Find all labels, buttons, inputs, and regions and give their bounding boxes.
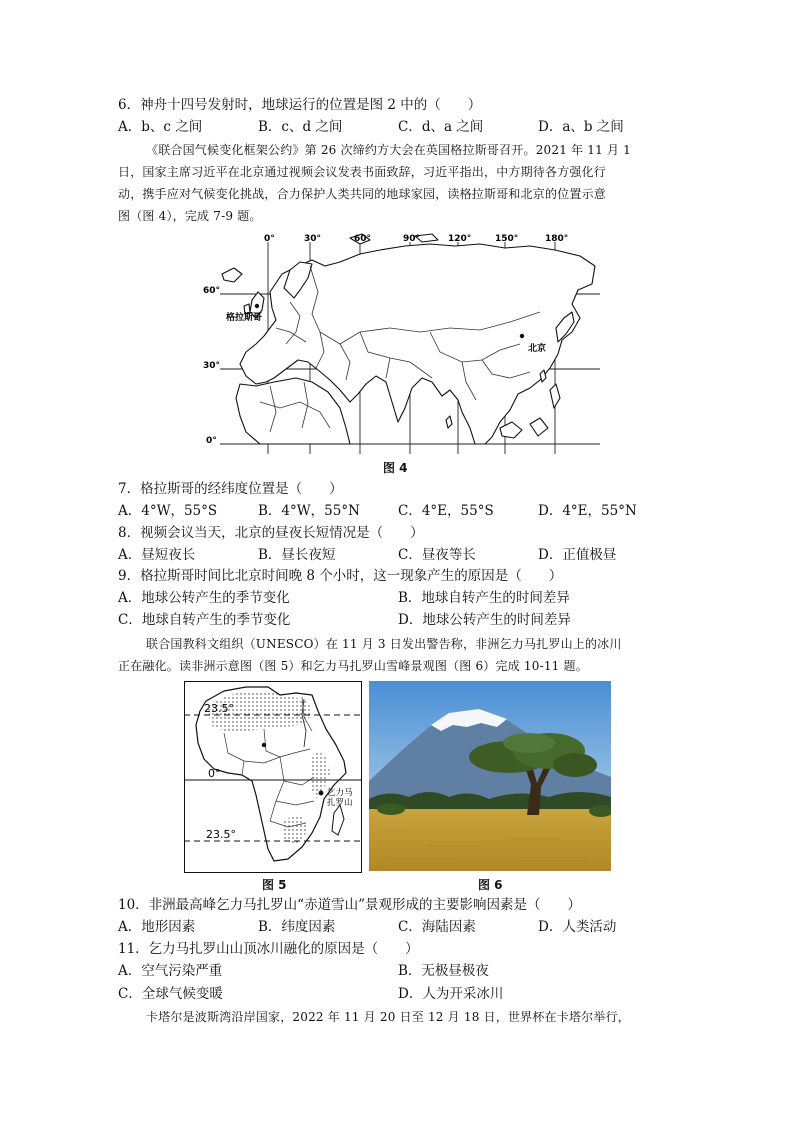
mountain-label-line2: 扎罗山 — [327, 798, 353, 808]
q8-stem: 8．视频会议当天，北京的昼夜长短情况是（ ） — [118, 525, 424, 541]
q9-option-b: B．地球自转产生的时间差异 — [398, 590, 570, 606]
q8-option-b: B．昼长夜短 — [258, 547, 336, 563]
eurasia-map — [200, 232, 600, 454]
lon-label-30: 30° — [304, 234, 322, 244]
passage1-line-4: 图（图 4），完成 7-9 题。 — [118, 209, 262, 223]
q6-option-a: A．b、c 之间 — [118, 119, 203, 135]
lon-label-0: 0° — [264, 234, 275, 244]
lon-label-180: 180° — [545, 234, 569, 244]
q9-option-a: A．地球公转产生的季节变化 — [118, 590, 290, 606]
lat-label-south: 23.5° — [206, 828, 236, 841]
lat-label-equator: 0° — [208, 767, 221, 780]
q10-stem: 10．非洲最高峰乞力马扎罗山“赤道雪山”景观形成的主要影响因素是（ ） — [118, 897, 581, 913]
q10-option-d: D．人类活动 — [538, 919, 617, 935]
q11-stem: 11．乞力马扎罗山山顶冰川融化的原因是（ ） — [118, 941, 419, 957]
q11-option-b: B．无极昼极夜 — [398, 963, 489, 979]
passage2-line-2: 正在融化。读非洲示意图（图 5）和乞力马扎罗山雪峰景观图（图 6）完成 10-11 题。 — [118, 659, 588, 673]
lon-label-90: 90° — [403, 234, 421, 244]
q10-option-b: B．纬度因素 — [258, 919, 336, 935]
kilimanjaro-photo — [369, 681, 611, 871]
q7-option-c: C．4°E，55°S — [398, 503, 494, 519]
lon-label-60: 60° — [354, 234, 372, 244]
q6-option-b: B．c、d 之间 — [258, 119, 343, 135]
q10-option-a: A．地形因素 — [118, 919, 196, 935]
lon-label-120: 120° — [448, 234, 472, 244]
q9-option-d: D．地球公转产生的时间差异 — [398, 612, 571, 628]
city-label-glasgow: 格拉斯哥 — [226, 313, 263, 323]
q6-option-c: C．d、a 之间 — [398, 119, 484, 135]
lon-label-150: 150° — [495, 234, 519, 244]
africa-map — [184, 681, 362, 873]
figure5-caption: 图 5 — [262, 878, 287, 892]
passage2-line-1: 联合国教科文组织（UNESCO）在 11 月 3 日发出警告称，非洲乞力马扎罗山上的冰川 — [146, 637, 622, 651]
city-label-beijing: 北京 — [528, 344, 547, 354]
lat-label-north: 23.5° — [204, 702, 234, 715]
q9-stem: 9．格拉斯哥时间比北京时间晚 8 个小时，这一现象产生的原因是（ ） — [118, 568, 563, 584]
passage1-line-2: 日，国家主席习近平在北京通过视频会议发表书面致辞，习近平指出，中方期待各方强化行 — [118, 165, 607, 179]
q6-stem: 6．神舟十四号发射时，地球运行的位置是图 2 中的（ ） — [118, 97, 482, 113]
lat-label-0: 0° — [206, 436, 217, 446]
q10-option-c: C．海陆因素 — [398, 919, 476, 935]
q7-option-b: B．4°W，55°N — [258, 503, 360, 519]
q11-option-c: C．全球气候变暖 — [118, 986, 223, 1002]
q8-option-a: A．昼短夜长 — [118, 547, 196, 563]
q11-option-a: A．空气污染严重 — [118, 963, 223, 979]
passage3-line-1: 卡塔尔是波斯湾沿岸国家，2022 年 11 月 20 日至 12 月 18 日，世界杯在卡塔尔举行， — [146, 1010, 630, 1024]
lat-label-60: 60° — [203, 286, 221, 296]
q8-option-c: C．昼夜等长 — [398, 547, 476, 563]
q11-option-d: D．人为开采冰川 — [398, 986, 504, 1002]
q7-option-a: A．4°W，55°S — [118, 503, 218, 519]
q9-option-c: C．地球自转产生的季节变化 — [118, 612, 291, 628]
figure6-caption: 图 6 — [478, 878, 503, 892]
passage1-line-1: 《联合国气候变化框架公约》第 26 次缔约方大会在英国格拉斯哥召开。2021 年 11 月 1 — [146, 143, 632, 157]
q7-option-d: D．4°E，55°N — [538, 503, 637, 519]
q8-option-d: D．正值极昼 — [538, 547, 617, 563]
lat-label-30: 30° — [203, 361, 221, 371]
passage1-line-3: 动，携手应对气候变化挑战，合力保护人类共同的地球家园，读格拉斯哥和北京的位置示意 — [118, 187, 607, 201]
q6-option-d: D．a、b 之间 — [538, 119, 624, 135]
q7-stem: 7．格拉斯哥的经纬度位置是（ ） — [118, 481, 343, 497]
kilimanjaro-marker — [319, 791, 324, 796]
mountain-label-line1: 乞力马 — [327, 788, 353, 798]
figure4-caption: 图 4 — [383, 461, 408, 475]
